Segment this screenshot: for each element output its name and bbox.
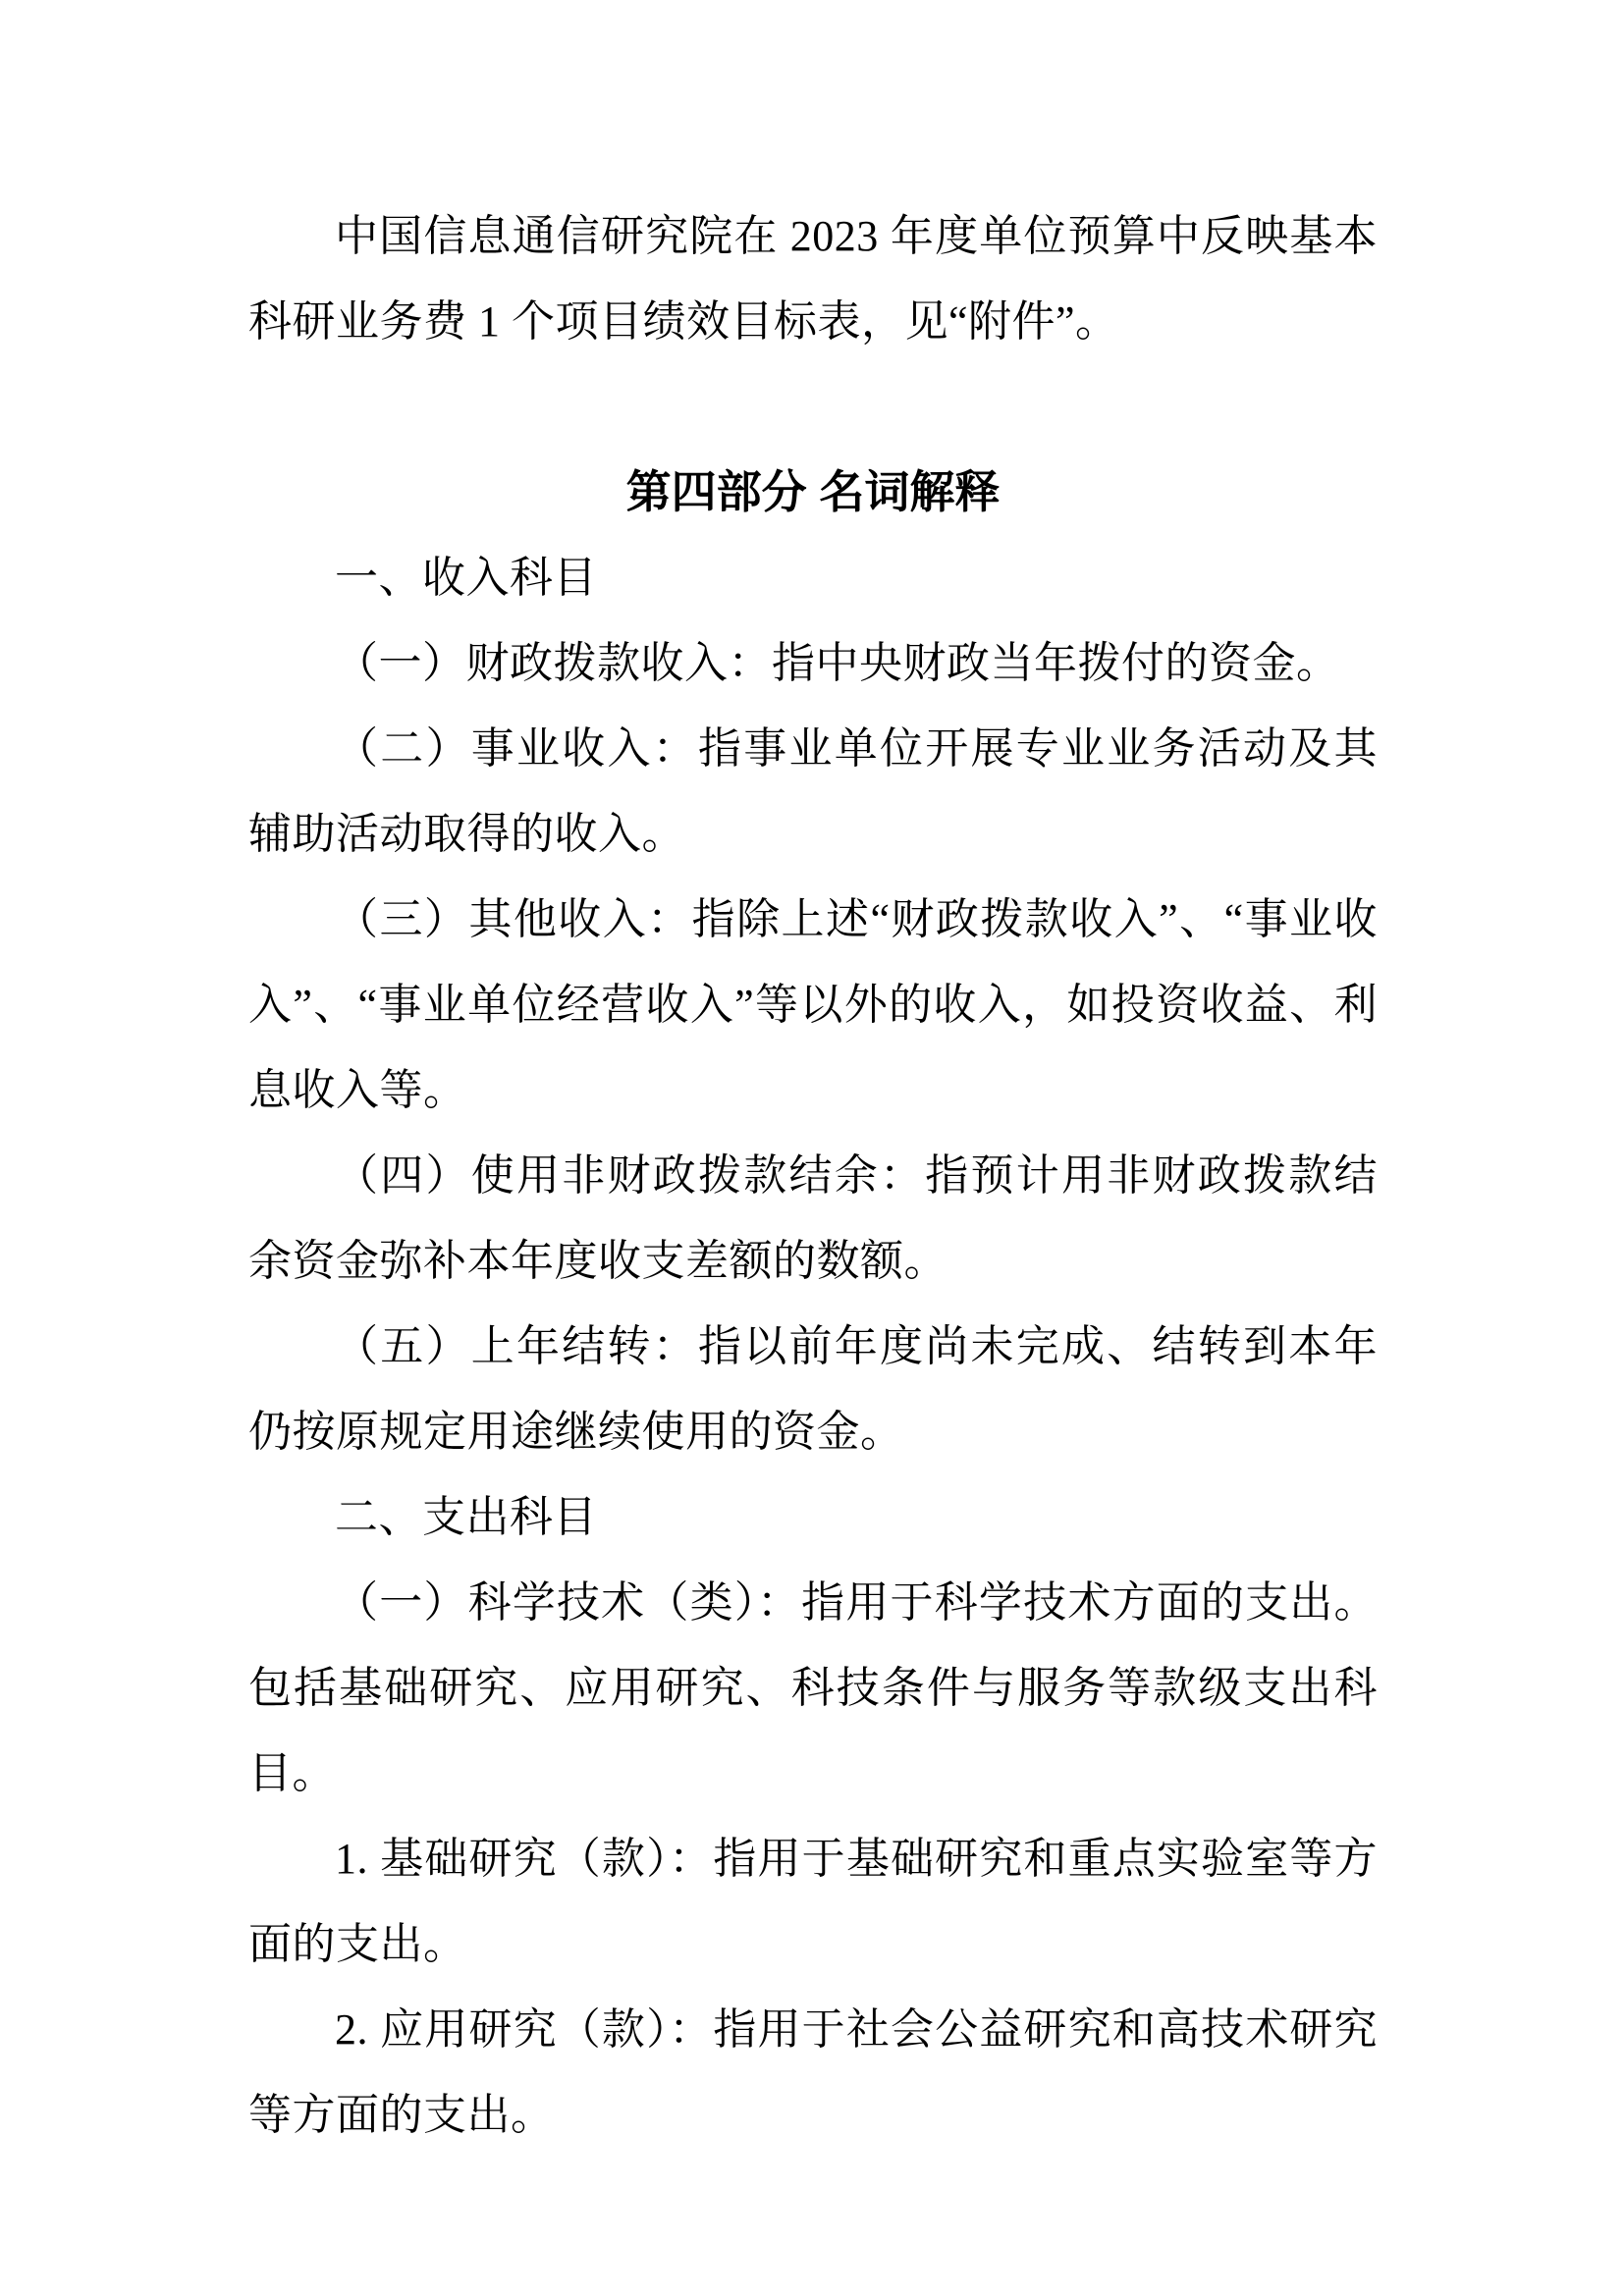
paragraph-fiscal-appropriation-income: （一）财政拨款收入：指中央财政当年拨付的资金。 [335, 639, 1340, 687]
paragraph-applied-research: 2. 应用研究（款）：指用于社会公益研究和高技术研究等方面的支出。 [248, 2005, 1378, 2139]
paragraph-basic-research: 1. 基础研究（款）：指用于基础研究和重点实验室等方面的支出。 [248, 1835, 1378, 1968]
paragraph-other-income: （三）其他收入：指除上述“财政拨款收入”、“事业收入”、“事业单位经营收入”等以外的收入，如投资收益、利息收入等。 [248, 895, 1378, 1114]
section-heading: 第四部分 名词解释 [625, 466, 1001, 517]
paragraph-prior-year-carryover: （五）上年结转：指以前年度尚未完成、结转到本年仍按原规定用途继续使用的资金。 [248, 1322, 1378, 1456]
paragraph-non-fiscal-balance: （四）使用非财政拨款结余：指预计用非财政拨款结余资金弥补本年度收支差额的数额。 [248, 1151, 1378, 1285]
document-content [248, 193, 1378, 2158]
paragraph-income-section-title: 一、收入科目 [335, 554, 597, 602]
paragraph-operational-income: （二）事业收入：指事业单位开展专业业务活动及其辅助活动取得的收入。 [248, 724, 1378, 858]
intro-paragraph: 中国信息通信研究院在 2023 年度单位预算中反映基本科研业务费 1 个项目绩效目标表，见“附件”。 [248, 212, 1378, 346]
paragraph-science-technology-category: （一）科学技术（类）：指用于科学技术方面的支出。包括基础研究、应用研究、科技条件与服务等款级支出科目。 [248, 1578, 1378, 1797]
paragraph-expenditure-section-title: 二、支出科目 [335, 1493, 597, 1541]
